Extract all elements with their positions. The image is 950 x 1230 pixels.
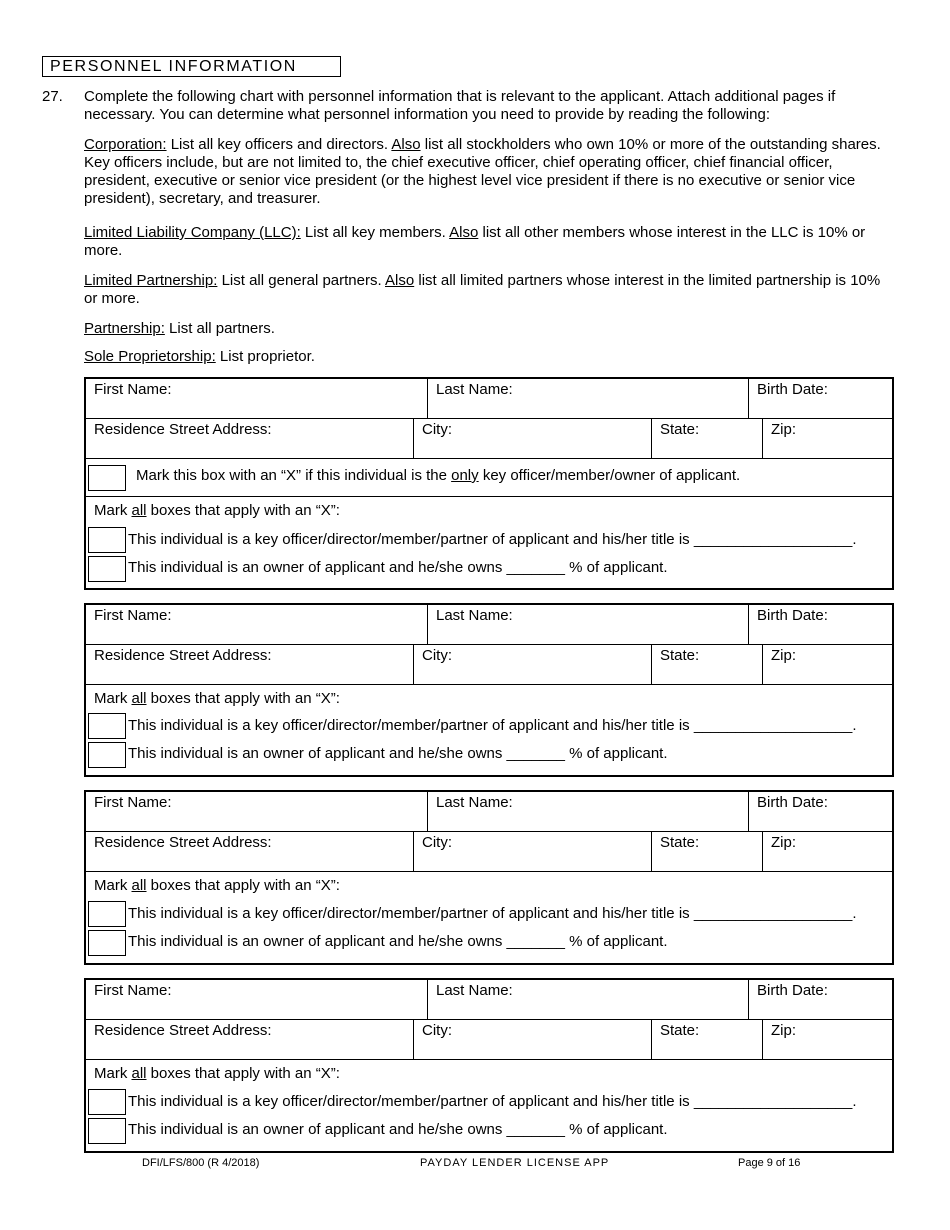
personnel-card-3 [84, 790, 894, 965]
first-name-field[interactable]: First Name: [86, 605, 428, 644]
footer-page-number: Page 9 of 16 [738, 1157, 801, 1169]
first-name-field[interactable]: First Name: [86, 792, 428, 831]
last-name-field[interactable]: Last Name: [428, 605, 749, 644]
zip-field[interactable]: Zip: [771, 421, 797, 438]
partnership-paragraph: Partnership: List all partners. [84, 320, 275, 337]
address-field[interactable]: Residence Street Address: [86, 832, 414, 871]
owner-checkbox[interactable] [88, 556, 126, 582]
birth-date-field[interactable]: Birth Date: [757, 607, 828, 624]
last-name-field[interactable]: Last Name: [428, 792, 749, 831]
lp-label: Limited Partnership: [84, 272, 218, 289]
address-field[interactable]: Residence Street Address: [86, 645, 414, 684]
owner-label: This individual is an owner of applicant and he/she owns _______ % of applicant. [128, 745, 668, 762]
owner-checkbox[interactable] [88, 1118, 126, 1144]
llc-paragraph: Limited Liability Company (LLC): List all key members. Also list all other members whose interest in the LLC is 10% or more. [84, 224, 866, 259]
section-title: PERSONNEL INFORMATION [42, 56, 341, 77]
address-field[interactable]: Residence Street Address: [86, 419, 414, 458]
birth-date-field[interactable]: Birth Date: [757, 794, 828, 811]
question-intro: Complete the following chart with personnel information that is relevant to the applicant. Attach additional pages if necessary. You can determine what personnel information you need to provide by reading the following: [84, 88, 836, 123]
key-officer-checkbox[interactable] [88, 901, 126, 927]
question-number: 27. [42, 88, 63, 105]
key-officer-checkbox[interactable] [88, 527, 126, 553]
key-officer-checkbox[interactable] [88, 1089, 126, 1115]
personnel-card-4 [84, 978, 894, 1153]
mark-all-label: Mark all boxes that apply with an “X”: [94, 502, 340, 519]
city-field[interactable]: City: [414, 419, 652, 458]
only-owner-label: Mark this box with an “X” if this individual is the only key officer/member/owner of applicant. [136, 467, 741, 484]
corporation-label: Corporation: [84, 136, 167, 153]
state-field[interactable]: State: [652, 645, 763, 684]
zip-field[interactable]: Zip: [771, 647, 797, 664]
last-name-field[interactable]: Last Name: [428, 980, 749, 1019]
personnel-card-2 [84, 603, 894, 777]
sole-label: Sole Proprietorship: [84, 348, 216, 365]
city-field[interactable]: City: [414, 1020, 652, 1059]
birth-date-field[interactable]: Birth Date: [757, 982, 828, 999]
zip-field[interactable]: Zip: [771, 1022, 797, 1039]
llc-label: Limited Liability Company (LLC): [84, 224, 301, 241]
owner-label: This individual is an owner of applicant and he/she owns _______ % of applicant. [128, 933, 668, 950]
last-name-field[interactable]: Last Name: [428, 379, 749, 418]
owner-checkbox[interactable] [88, 930, 126, 956]
state-field[interactable]: State: [652, 419, 763, 458]
personnel-card-1 [84, 377, 894, 590]
key-officer-label: This individual is a key officer/director/member/partner of applicant and his/her title is ___________________. [128, 531, 857, 548]
key-officer-checkbox[interactable] [88, 713, 126, 739]
state-field[interactable]: State: [652, 832, 763, 871]
mark-all-label: Mark all boxes that apply with an “X”: [94, 877, 340, 894]
birth-date-field[interactable]: Birth Date: [757, 381, 828, 398]
city-field[interactable]: City: [414, 832, 652, 871]
mark-all-label: Mark all boxes that apply with an “X”: [94, 690, 340, 707]
first-name-field[interactable]: First Name: [86, 379, 428, 418]
key-officer-label: This individual is a key officer/director/member/partner of applicant and his/her title is ___________________. [128, 1093, 857, 1110]
first-name-field[interactable]: First Name: [86, 980, 428, 1019]
sole-paragraph: Sole Proprietorship: List proprietor. [84, 348, 315, 365]
owner-checkbox[interactable] [88, 742, 126, 768]
owner-label: This individual is an owner of applicant and he/she owns _______ % of applicant. [128, 559, 668, 576]
city-field[interactable]: City: [414, 645, 652, 684]
key-officer-label: This individual is a key officer/director/member/partner of applicant and his/her title is ___________________. [128, 905, 857, 922]
only-owner-checkbox[interactable] [88, 465, 126, 491]
partnership-label: Partnership: [84, 320, 165, 337]
corporation-paragraph: Corporation: List all key officers and directors. Also list all stockholders who own 10% or more of the outstanding shares. Key officers include, but are not limited to, the chief executive officer, chief operating officer, chief financial officer, president, executive or senior vice president (or the highest level vice president if there is no executive or senior vice president), secretary, and treasurer. [84, 136, 881, 207]
mark-all-label: Mark all boxes that apply with an “X”: [94, 1065, 340, 1082]
address-field[interactable]: Residence Street Address: [86, 1020, 414, 1059]
owner-label: This individual is an owner of applicant and he/she owns _______ % of applicant. [128, 1121, 668, 1138]
footer-form-title: PAYDAY LENDER LICENSE APP [420, 1157, 610, 1169]
zip-field[interactable]: Zip: [771, 834, 797, 851]
key-officer-label: This individual is a key officer/director/member/partner of applicant and his/her title is ___________________. [128, 717, 857, 734]
footer-form-id: DFI/LFS/800 (R 4/2018) [142, 1157, 260, 1169]
lp-paragraph: Limited Partnership: List all general partners. Also list all limited partners whose interest in the limited partnership is 10% or more. [84, 272, 881, 307]
state-field[interactable]: State: [652, 1020, 763, 1059]
